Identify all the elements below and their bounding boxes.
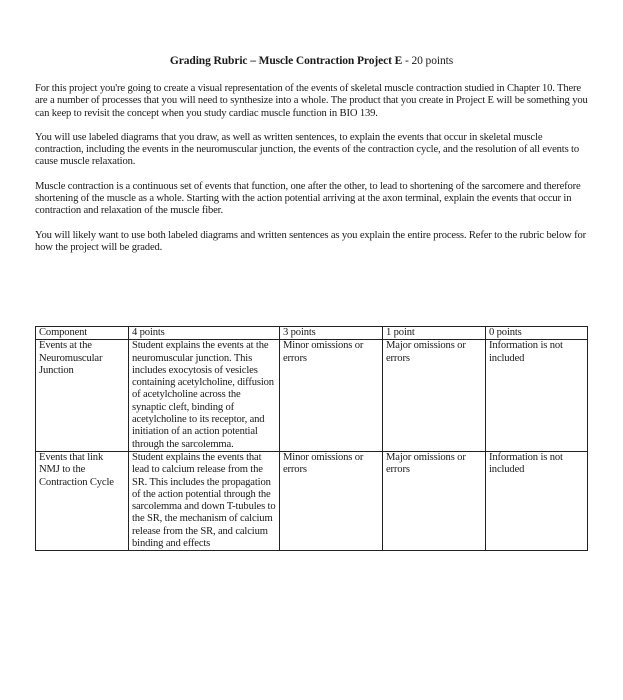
header-3-points: 3 points xyxy=(280,327,383,340)
row-4-points: Student explains the events at the neuromuscular junction. This includes exocytosis of vesicles containing acetylcholine, diffusion of acetylcholine across the synaptic cleft, binding of acetylcholine to its receptor, and initiation of an action potential through the sarcolemma. xyxy=(129,340,280,452)
row-1-point: Major omissions or errors xyxy=(383,451,486,550)
row-3-points: Minor omissions or errors xyxy=(280,451,383,550)
row-0-points: Information is not included xyxy=(486,340,588,452)
rubric-table-container xyxy=(35,326,588,638)
row-4-points: Student explains the events that lead to calcium release from the SR. This includes the propagation of the action potential through the sarcolemma and down T-tubules to the SR, the mechanism of calcium release from the SR, and calcium binding and effects xyxy=(129,451,280,550)
row-component: Events that link NMJ to the Contraction Cycle xyxy=(36,451,129,550)
table-row xyxy=(36,451,588,550)
table-row xyxy=(36,340,588,452)
instructions-paragraph: You will use labeled diagrams that you draw, as well as written sentences, to explain the events that occur in skeletal muscle contraction, including the events in the neuromuscular junction, the events of the contraction cycle, and the resolution of all events to cause muscle relaxation. xyxy=(35,131,579,168)
title-points: - 20 points xyxy=(402,55,454,67)
document-page xyxy=(35,55,588,550)
header-0-points: 0 points xyxy=(486,327,588,340)
document-title xyxy=(35,55,588,67)
header-component: Component xyxy=(36,327,129,340)
contraction-paragraph: Muscle contraction is a continuous set of events that function, one after the other, to lead to shortening of the sarcomere and therefore shortening of the muscle as a whole. Starting with the action potential arriving at the axon terminal, explain the events that occur in contraction and relaxation of the muscle fiber. xyxy=(35,180,581,217)
title-text: Grading Rubric – Muscle Contraction Project E xyxy=(169,55,403,67)
row-component: Events at the Neuromuscular Junction xyxy=(36,340,129,452)
row-0-points: Information is not included xyxy=(486,451,588,550)
header-1-point: 1 point xyxy=(383,327,486,340)
table-header-row xyxy=(36,327,588,340)
rubric-intro-paragraph: You will likely want to use both labeled diagrams and written sentences as you explain the entire process. Refer to the rubric below for how the project will be graded. xyxy=(35,229,587,253)
row-3-points: Minor omissions or errors xyxy=(280,340,383,452)
rubric-table xyxy=(35,326,588,551)
intro-paragraph: For this project you're going to create a visual representation of the events of skeletal muscle contraction studied in Chapter 10. There are a number of processes that you will need to synthesize into a whole. The product that you create in Project E will be something you can keep to revisit the concept when you study cardiac muscle function in BIO 139. xyxy=(35,83,588,119)
header-4-points: 4 points xyxy=(129,327,280,340)
row-1-point: Major omissions or errors xyxy=(383,340,486,452)
